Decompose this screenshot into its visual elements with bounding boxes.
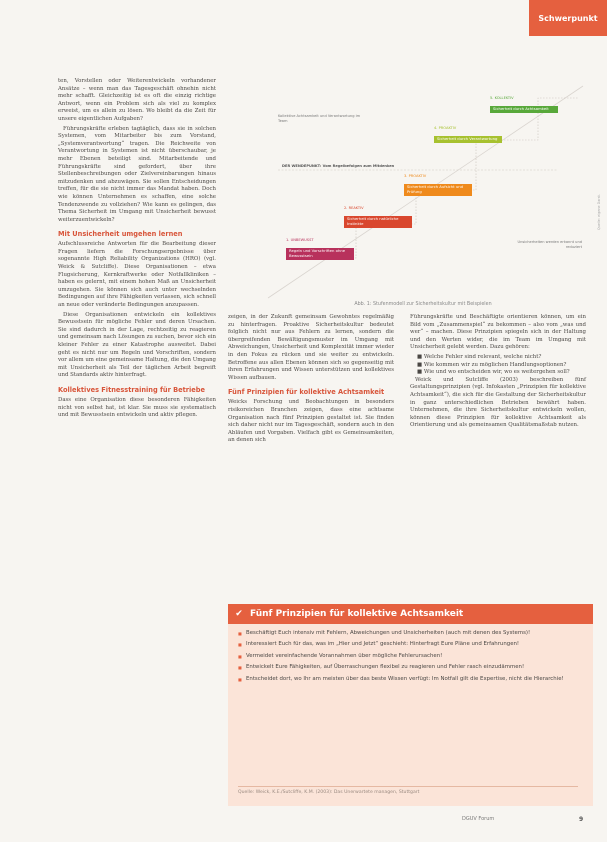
step-label: 1. UNBEWUSST [286,238,314,242]
column-3 [410,314,586,432]
infobox-item: ■ Entwickelt Eure Fähigkeiten, auf Überraschungen flexibel zu reagieren und Fehler rasch einzudämmen! [238,664,578,671]
step-label: 4. PROAKTIV [434,126,457,130]
heading-fitness: Kollektives Fitnesstraining für Betriebe [58,385,205,394]
step-box: Sicherheit durch natürliche Instinkte [344,216,412,228]
page-number: 9 [579,816,584,823]
step-box: Sicherheit durch Verantwortung [434,136,502,143]
infobox-item: ■ Vermeidet vereinfachende Vorannahmen über mögliche Fehlerursachen! [238,653,578,660]
step-box: Regeln und Vorschriften ohne Bewusstsein [286,248,354,260]
infobox-item: ■ Interessiert Euch für das, was im „Hier und Jetzt“ geschieht: Hinterfragt Eure Pläne und Erfahrungen! [238,641,578,648]
col1-paragraph: Diese Organisationen entwickeln ein kollektives Bewusstsein für mögliche Fehler und deren Ursachen. Sie sind dadurch in der Lage, rechtzeitig zu reagieren und gemeinsam nach Lösungen zu suchen, bevor sich ein kleiner Fehler zu einer Katastrophe ausweitet. Dabei geht es nicht nur um Regeln und Vorschriften, sondern vor allem um eine gemeinsame Haltung, die den Umgang mit Unsicherheit als Teil der täglichen Arbeit begreift und Standards aktiv hinterfragt. [58,311,216,379]
col2-paragraph: Weicks Forschung und Beobachtungen in besonders risikoreichen Branchen zeigen, dass eine achtsame Organisation nach fünf Prinzipien gestaltet ist. Sie finden sich daher nicht nur im Tagesgeschäft, sondern auch in den Abläufen und Vorgaben. Vielfach gibt es Gemeinsamkeiten, an denen sich [228,399,394,444]
col3-bullet: ■ Wie und wo entscheiden wir, wo es weitergehen soll? [417,369,570,376]
step-label: 2. REAKTIV [344,206,364,210]
infobox-source: Quelle: Weick, K.E./Sutcliffe, K.M. (2003): Das Unerwartete managen, Stuttgart [238,786,578,795]
figure-note-mid: DER WENDEPUNKT: Vom Regelbefolgen zum Mitdenken [282,164,395,168]
col3-paragraph: Weick und Sutcliffe (2003) beschreiben fünf Gestaltungsprinzipien (vgl. Infokasten „Prinzipien für kollektive Achtsamkeit“), die sich für die Gestaltung der Sicherheitskultur in ganz unterschiedlichen Betrieben bewährt haben. Unternehmen, die ihre Sicherheitskultur entwickeln wollen, können diese Prinzipien für kollektive Achtsamkeit als Orientierung und als gemeinsamen Qualitätsmaßstab nutzen. [410,376,586,429]
figure-caption: Abb. 1: Stufenmodell zur Sicherheitskultur mit Beispielen [354,302,492,307]
col2-paragraph: zeigen, in der Zukunft gemeinsam Gewohntes regelmäßig zu hinterfragen. Proaktive Sicherheitskultur bedeutet folglich nicht nur aus Fehlern zu lernen, sondern die übergreifenden Bewältigungsmuster im Umgang mit Abweichungen, Unsicherheit und Komplexität immer wieder in den Fokus zu rücken und sie weiter zu entwickeln. Betroffene aus allen Ebenen können sich so gegenseitig mit ihren Erfahrungen und Wissen unterstützen und kollektives Wissen aufbauen. [228,314,394,381]
step-box: Sicherheit durch Aufsicht und Prüfung [404,184,472,196]
step-label: 5. KOLLEKTIV [490,96,514,100]
col1-paragraph: Führungskräfte erleben tagtäglich, dass sie in solchen Systemen, vom Mitarbeiter bis zum Vorstand, „Systemverantwortung“ tragen. Die Reichweite von Verantwortung in Systemen ist nicht überschaubar, je mehr Ebenen beteiligt sind. Mitarbeitende und Führungskräfte sind gefordert, über ihre Stellenbeschreibungen oder Zielvereinbarungen hinaus mitzudenken und abzuwägen. Sie sollen Entscheidungen treffen, für die sie nicht immer das Mandat haben. Doch wie können Unternehmen es schaffen, eine solche Tendenzwende zu vollziehen? Wie kann es gelingen, das Thema Sicherheit im Umgang mit Unsicherheit bewusst weiterzuentwickeln? [58,125,216,223]
infobox-title: Fünf Prinzipien für kollektive Achtsamkeit [250,609,464,619]
figure-note-bottom: Unsicherheiten werden erkannt und reduziert [517,240,582,249]
col1-paragraph: Dass eine Organisation diese besonderen Fähigkeiten nicht von selbst hat, ist klar. Sie muss sie systematisch und mit Bewusstsein entwickeln und aktiv pflegen. [58,396,216,419]
figure-credit: Quelle: eigene Darst. [597,194,601,230]
col1-paragraph: ten, Vorstellen oder Weiterentwickeln vorhandener Ansätze – wenn man das Tagesgeschäft ohnehin nicht mehr schafft. Gleichzeitig ist es oft die einzig richtige Antwort, wenn ein Problem sich als viel zu komplex erweist, um es allein zu lösen. Wo bleibt da die Zeit für unsere eigentlichen Aufgaben? [58,78,216,122]
infobox-list [238,630,578,687]
heading-prinzipien: Fünf Prinzipien für kollektive Achtsamkeit [228,388,385,397]
infobox-item: ■ Entscheidet dort, wo Ihr am meisten über das beste Wissen verfügt: Im Notfall gilt die Expertise, nicht die Hierarchie! [238,676,578,683]
infobox-prinzipien [228,604,593,806]
col3-bullet: ■ Welche Fehler sind relevant, welche nicht? [417,353,542,360]
figure-stufenmodell [258,78,588,307]
col1-paragraph: Aufschlussreiche Antworten für die Bearbeitung dieser Fragen liefern die Forschungsergebnisse über sogenannte High Reliability Organizations (HRO) (vgl. Weick & Sutcliffe). Diese Organisationen – etwa Flugsicherung, Kernkraftwerke oder Notfallkliniken – haben es gelernt, mit einem hohen Maß an Unsicherheit umzugehen. Sie können sich auch unter wechselnden Bedingungen auf ihre Fähigkeiten verlassen, sich schnell an neue oder veränderte Bedingungen anzupassen. [58,241,216,309]
folio: DGUV Forum [462,816,495,822]
step-label: 3. PROAKTIV [404,174,427,178]
heading-unsicherheit: Mit Unsicherheit umgehen lernen [58,230,183,239]
column-1 [58,78,216,422]
col3-bullet: ■ Wie kommen wir zu möglichen Handlungsoptionen? [417,361,567,368]
step-box: Sicherheit durch Achtsamkeit [490,106,558,113]
section-tab: Schwerpunkt [529,0,607,36]
col3-paragraph: Führungskräfte und Beschäftigte orientieren können, um ein Bild vom „Zusammenspiel“ zu bekommen – also vom „was und wer“ – machen. Diese Prinzipien spiegeln sich in der Haltung und den Werten wider, die im Team im Umgang mit Unsicherheit gelebt werden. Dazu gehören: [410,314,586,351]
check-icon: ✔ [235,609,243,619]
infobox-header [228,604,593,624]
infobox-item: ■ Beschäftigt Euch intensiv mit Fehlern, Abweichungen und Unsicherheiten (auch mit denen des Systems)! [238,630,578,637]
figure-note-top: Kollektive Achtsamkeit und Verantwortung im Team [278,114,361,123]
column-2 [228,314,394,447]
